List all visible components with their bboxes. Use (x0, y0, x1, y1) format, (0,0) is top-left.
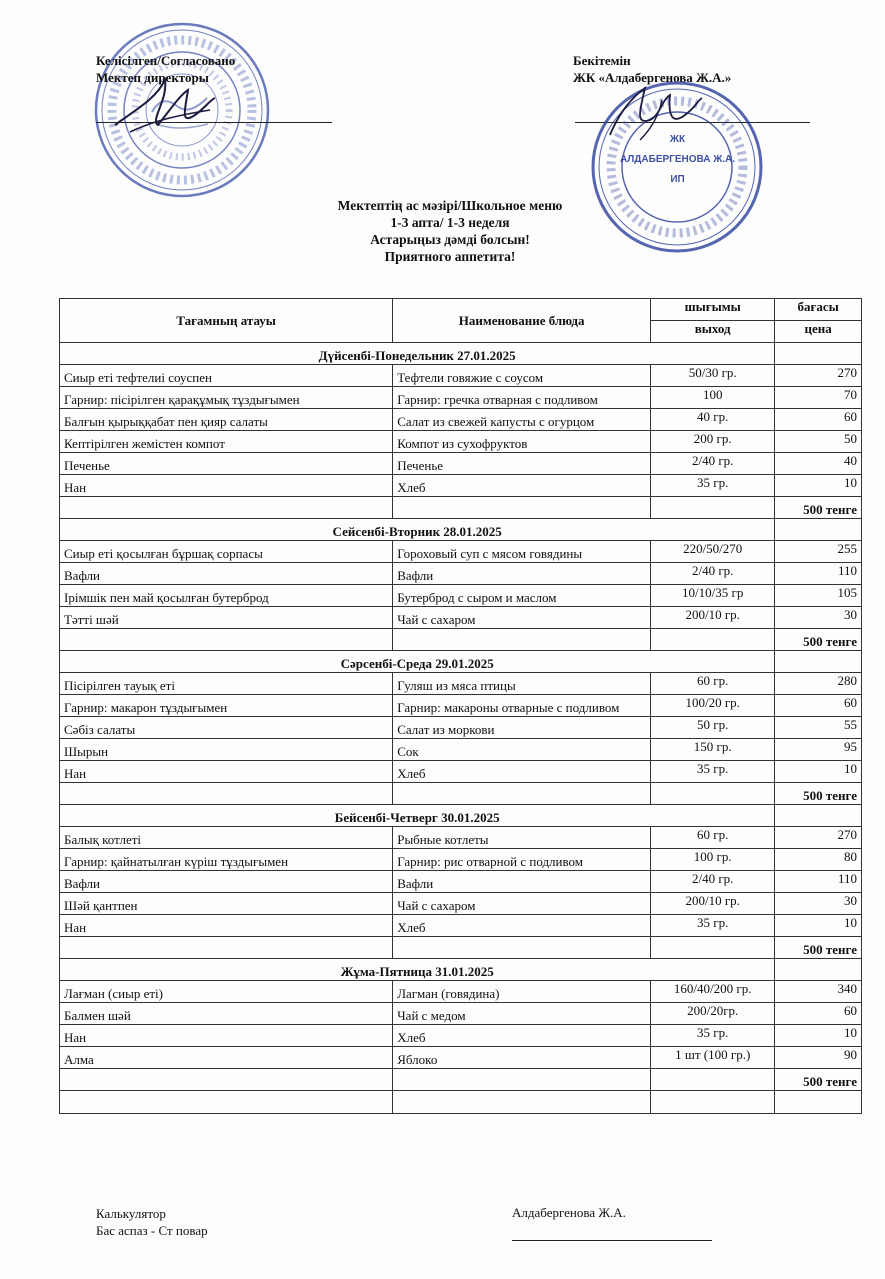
dish-price: 60 (775, 409, 862, 431)
dish-price: 30 (775, 607, 862, 629)
dish-output: 100 гр. (651, 849, 775, 871)
total-empty-cell (651, 1069, 775, 1091)
signature-line-left (96, 122, 332, 123)
dish-name-ru: Тефтели говяжие с соусом (393, 365, 651, 387)
dish-price: 60 (775, 695, 862, 717)
dish-name-ru: Гарнир: рис отварной с подливом (393, 849, 651, 871)
dish-name-kz: Сиыр еті қосылған бұршақ сорпасы (60, 541, 393, 563)
header-output-ru: выход (651, 321, 775, 343)
dish-price: 110 (775, 871, 862, 893)
menu-item-row (60, 1003, 862, 1025)
dish-output: 40 гр. (651, 409, 775, 431)
menu-item-row (60, 563, 862, 585)
total-empty-cell (60, 1069, 393, 1091)
dish-output: 100 (651, 387, 775, 409)
dish-name-ru: Хлеб (393, 915, 651, 937)
dish-name-kz: Нан (60, 1025, 393, 1047)
day-total: 500 тенге (775, 629, 862, 651)
dish-name-kz: Вафли (60, 563, 393, 585)
dish-name-kz: Нан (60, 475, 393, 497)
dish-price: 95 (775, 739, 862, 761)
menu-item-row (60, 541, 862, 563)
dish-price: 80 (775, 849, 862, 871)
day-title-empty-cell (775, 343, 862, 365)
menu-item-row (60, 695, 862, 717)
header-price-kz: бағасы (775, 299, 862, 321)
dish-name-kz: Балғын қырыққабат пен қияр салаты (60, 409, 393, 431)
day-header-row (60, 805, 862, 827)
stamp-text-zhk: ЖК (669, 134, 686, 145)
day-title: Сейсенбі-Вторник 28.01.2025 (60, 519, 775, 541)
dish-name-kz: Шырын (60, 739, 393, 761)
dish-name-kz: Нан (60, 915, 393, 937)
day-header-row (60, 343, 862, 365)
total-empty-cell (393, 937, 651, 959)
dish-name-ru: Рыбные котлеты (393, 827, 651, 849)
dish-price: 90 (775, 1047, 862, 1069)
dish-name-kz: Печенье (60, 453, 393, 475)
dish-output: 200 гр. (651, 431, 775, 453)
menu-item-row (60, 673, 862, 695)
empty-row (60, 1091, 862, 1114)
menu-item-row (60, 387, 862, 409)
total-empty-cell (651, 497, 775, 519)
dish-name-kz: Сиыр еті тефтелиі соуспен (60, 365, 393, 387)
menu-item-row (60, 409, 862, 431)
day-title-empty-cell (775, 651, 862, 673)
dish-name-ru: Хлеб (393, 475, 651, 497)
menu-item-row (60, 365, 862, 387)
day-total: 500 тенге (775, 783, 862, 805)
total-empty-cell (60, 497, 393, 519)
dish-output: 10/10/35 гр (651, 585, 775, 607)
dish-output: 2/40 гр. (651, 871, 775, 893)
dish-price: 70 (775, 387, 862, 409)
dish-output: 150 гр. (651, 739, 775, 761)
dish-name-ru: Чай с сахаром (393, 893, 651, 915)
dish-price: 10 (775, 915, 862, 937)
agreed-label: Келісілген/Согласовано (96, 53, 236, 68)
dish-output: 50/30 гр. (651, 365, 775, 387)
menu-item-row (60, 981, 862, 1003)
dish-name-kz: Гарнир: макарон тұздығымен (60, 695, 393, 717)
menu-item-row (60, 739, 862, 761)
dish-name-ru: Гарнир: гречка отварная с подливом (393, 387, 651, 409)
dish-output: 35 гр. (651, 915, 775, 937)
dish-price: 40 (775, 453, 862, 475)
total-empty-cell (60, 937, 393, 959)
dish-name-kz: Балық котлеті (60, 827, 393, 849)
menu-item-row (60, 475, 862, 497)
dish-name-ru: Яблоко (393, 1047, 651, 1069)
dish-name-ru: Бутерброд с сыром и маслом (393, 585, 651, 607)
menu-item-row (60, 893, 862, 915)
menu-item-row (60, 761, 862, 783)
dish-name-kz: Лағман (сиыр еті) (60, 981, 393, 1003)
dish-output: 2/40 гр. (651, 453, 775, 475)
day-header-row (60, 959, 862, 981)
dish-name-kz: Гарнир: пісірілген қарақұмық тұздығымен (60, 387, 393, 409)
day-total-row (60, 497, 862, 519)
dish-output: 200/20гр. (651, 1003, 775, 1025)
dish-name-ru: Вафли (393, 871, 651, 893)
dish-name-ru: Сок (393, 739, 651, 761)
dish-name-kz: Кептірілген жемістен компот (60, 431, 393, 453)
menu-item-row (60, 1025, 862, 1047)
menu-week: 1-3 апта/ 1-3 неделя (390, 215, 510, 230)
footer-signature-line (512, 1240, 712, 1241)
menu-item-row (60, 849, 862, 871)
dish-price: 30 (775, 893, 862, 915)
dish-output: 35 гр. (651, 1025, 775, 1047)
dish-output: 200/10 гр. (651, 893, 775, 915)
dish-name-ru: Печенье (393, 453, 651, 475)
menu-item-row (60, 431, 862, 453)
dish-name-kz: Гарнир: қайнатылған күріш тұздығымен (60, 849, 393, 871)
total-empty-cell (651, 937, 775, 959)
dish-name-kz: Сәбіз салаты (60, 717, 393, 739)
dish-output: 100/20 гр. (651, 695, 775, 717)
day-total-row (60, 629, 862, 651)
dish-price: 280 (775, 673, 862, 695)
total-empty-cell (60, 629, 393, 651)
dish-name-ru: Хлеб (393, 761, 651, 783)
day-title: Дүйсенбі-Понедельник 27.01.2025 (60, 343, 775, 365)
dish-price: 10 (775, 1025, 862, 1047)
approve-label: Бекітемін (573, 53, 631, 68)
day-title: Жұма-Пятница 31.01.2025 (60, 959, 775, 981)
day-total-row (60, 783, 862, 805)
day-title-empty-cell (775, 805, 862, 827)
total-empty-cell (393, 783, 651, 805)
menu-item-row (60, 453, 862, 475)
day-total-row (60, 1069, 862, 1091)
footer-left-block (96, 1205, 208, 1239)
dish-output: 60 гр. (651, 827, 775, 849)
day-title: Бейсенбі-Четверг 30.01.2025 (60, 805, 775, 827)
dish-name-ru: Хлеб (393, 1025, 651, 1047)
dish-output: 200/10 гр. (651, 607, 775, 629)
header-dish-ru: Наименование блюда (393, 299, 651, 343)
day-title: Сәрсенбі-Среда 29.01.2025 (60, 651, 775, 673)
menu-item-row (60, 607, 862, 629)
dish-name-ru: Чай с медом (393, 1003, 651, 1025)
dish-output: 50 гр. (651, 717, 775, 739)
dish-name-kz: Алма (60, 1047, 393, 1069)
bon-appetit-ru: Приятного аппетита! (384, 249, 516, 264)
total-empty-cell (60, 783, 393, 805)
menu-title: Мектептің ас мәзірі/Школьное меню (337, 198, 563, 213)
dish-price: 10 (775, 475, 862, 497)
dish-output: 35 гр. (651, 475, 775, 497)
day-title-empty-cell (775, 519, 862, 541)
dish-output: 2/40 гр. (651, 563, 775, 585)
dish-price: 270 (775, 827, 862, 849)
day-header-row (60, 651, 862, 673)
menu-item-row (60, 717, 862, 739)
dish-name-ru: Вафли (393, 563, 651, 585)
dish-price: 110 (775, 563, 862, 585)
menu-body (60, 343, 862, 1091)
dish-name-kz: Пісірілген тауық еті (60, 673, 393, 695)
dish-name-kz: Вафли (60, 871, 393, 893)
day-header-row (60, 519, 862, 541)
dish-price: 255 (775, 541, 862, 563)
day-total: 500 тенге (775, 937, 862, 959)
dish-name-kz: Балмен шәй (60, 1003, 393, 1025)
menu-item-row (60, 915, 862, 937)
dish-name-ru: Чай с сахаром (393, 607, 651, 629)
dish-name-ru: Гуляш из мяса птицы (393, 673, 651, 695)
header-output-kz: шығымы (651, 299, 775, 321)
dish-price: 105 (775, 585, 862, 607)
menu-title-block (250, 197, 650, 265)
approval-left-block (96, 52, 235, 86)
calculator-label: Калькулятор (96, 1206, 166, 1221)
head-chef-label: Бас аспаз - Ст повар (96, 1223, 208, 1238)
total-empty-cell (651, 783, 775, 805)
menu-item-row (60, 827, 862, 849)
dish-name-kz: Шәй қантпен (60, 893, 393, 915)
header-dish-kz: Тағамның атауы (60, 299, 393, 343)
dish-name-ru: Гороховый суп с мясом говядины (393, 541, 651, 563)
dish-name-ru: Гарнир: макароны отварные с подливом (393, 695, 651, 717)
menu-table (59, 298, 862, 1114)
dish-name-ru: Компот из сухофруктов (393, 431, 651, 453)
dish-price: 60 (775, 1003, 862, 1025)
approver-signature (600, 80, 710, 150)
dish-name-kz: Тәтті шәй (60, 607, 393, 629)
dish-price: 270 (775, 365, 862, 387)
dish-name-ru: Лагман (говядина) (393, 981, 651, 1003)
day-total-row (60, 937, 862, 959)
dish-name-kz: Ірімшік пен май қосылған бутерброд (60, 585, 393, 607)
dish-price: 50 (775, 431, 862, 453)
dish-name-kz: Нан (60, 761, 393, 783)
dish-name-ru: Салат из моркови (393, 717, 651, 739)
dish-price: 10 (775, 761, 862, 783)
total-empty-cell (651, 629, 775, 651)
menu-item-row (60, 585, 862, 607)
day-title-empty-cell (775, 959, 862, 981)
total-empty-cell (393, 497, 651, 519)
header-price-ru: цена (775, 321, 862, 343)
entrepreneur-label: ЖК «Алдабергенова Ж.А.» (573, 70, 732, 85)
footer-signatory-name: Алдабергенова Ж.А. (512, 1205, 626, 1220)
stamp-text-name: АЛДАБЕРГЕНОВА Ж.А. (619, 154, 736, 165)
dish-price: 340 (775, 981, 862, 1003)
menu-item-row (60, 1047, 862, 1069)
menu-item-row (60, 871, 862, 893)
stamp-text-ip: ИП (670, 174, 685, 185)
school-director-label: Мектеп директоры (96, 70, 209, 85)
day-total: 500 тенге (775, 497, 862, 519)
total-empty-cell (393, 629, 651, 651)
dish-name-ru: Салат из свежей капусты с огурцом (393, 409, 651, 431)
dish-price: 55 (775, 717, 862, 739)
total-empty-cell (393, 1069, 651, 1091)
dish-output: 35 гр. (651, 761, 775, 783)
dish-output: 1 шт (100 гр.) (651, 1047, 775, 1069)
dish-output: 220/50/270 (651, 541, 775, 563)
day-total: 500 тенге (775, 1069, 862, 1091)
bon-appetit-kz: Астарыңыз дәмді болсын! (370, 232, 530, 247)
dish-output: 160/40/200 гр. (651, 981, 775, 1003)
dish-output: 60 гр. (651, 673, 775, 695)
